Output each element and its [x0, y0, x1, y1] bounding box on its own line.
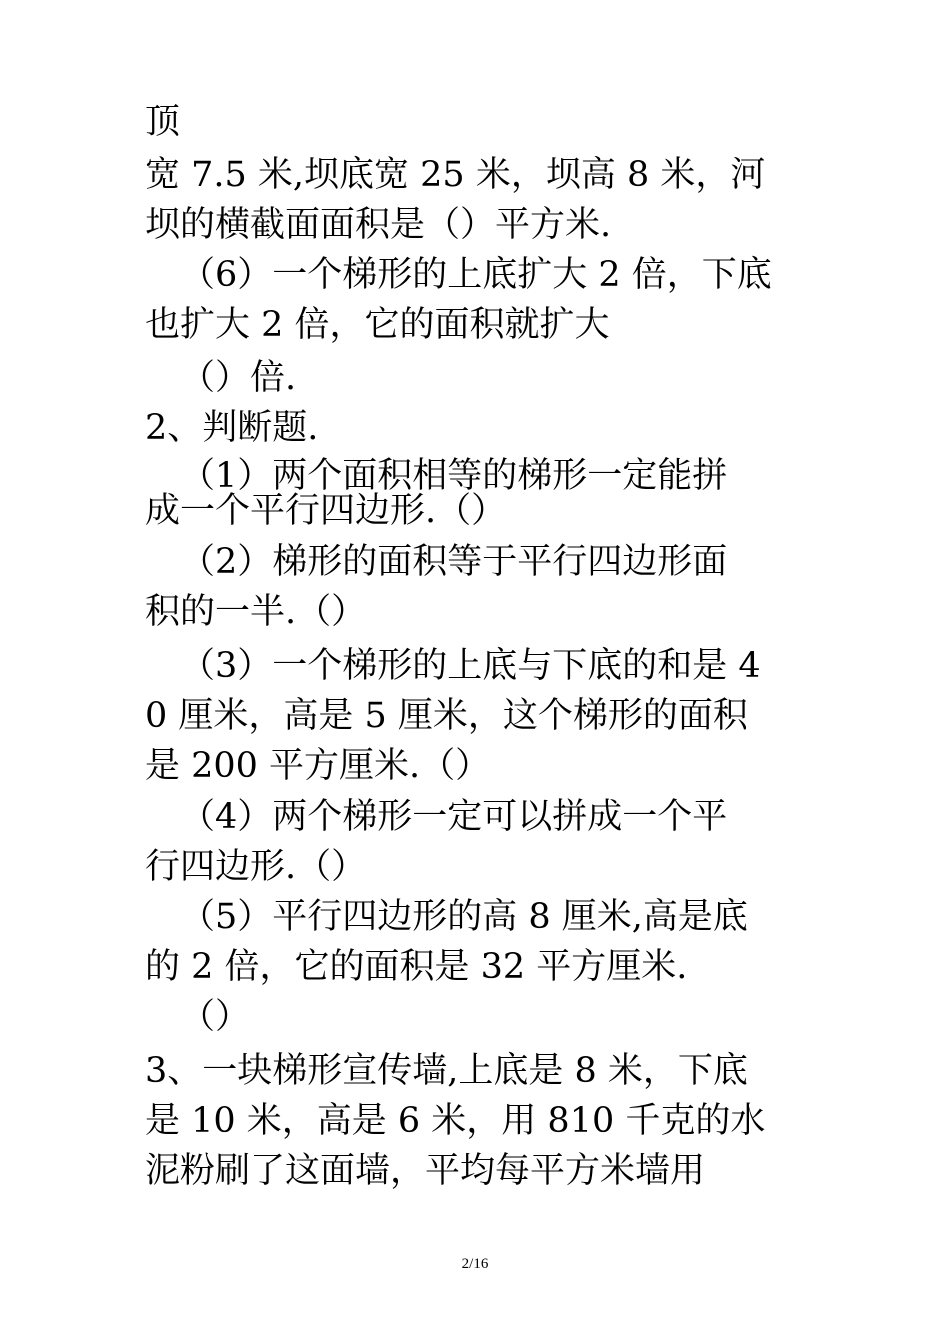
text-line-9: 成一个平行四边形.（）: [145, 491, 507, 531]
section-heading-2: 2、判断题.: [145, 408, 319, 448]
text-line-19: （）: [180, 997, 251, 1037]
text-line-14: 是 200 平方厘米.（）: [145, 746, 491, 786]
text-line-22: 泥粉刷了这面墙，平均每平方米墙用: [145, 1151, 706, 1191]
text-line-11: 积的一半.（）: [145, 592, 367, 632]
text-line-21: 是 10 米，高是 6 米，用 810 千克的水: [145, 1101, 766, 1141]
section-heading-3: 3、一块梯形宣传墙,上底是 8 米，下底: [145, 1051, 748, 1091]
judge-question-5: （5）平行四边形的高 8 厘米,高是底: [180, 897, 748, 937]
text-line-16: 行四边形.（）: [145, 847, 367, 887]
judge-question-2: （2）梯形的面积等于平行四边形面: [180, 542, 728, 582]
text-line-1: 顶: [145, 102, 181, 142]
text-line-3: 坝的横截面面积是（）平方米.: [145, 205, 612, 245]
text-line-13: 0 厘米，高是 5 厘米，这个梯形的面积: [145, 696, 748, 736]
judge-question-3: （3）一个梯形的上底与下底的和是 4: [180, 646, 761, 686]
text-line-6: （）倍.: [180, 358, 297, 398]
judge-question-1: （1）两个面积相等的梯形一定能拼: [180, 456, 728, 496]
text-line-5: 也扩大 2 倍，它的面积就扩大: [145, 305, 610, 345]
question-6: （6）一个梯形的上底扩大 2 倍，下底: [180, 255, 772, 295]
page-number: 2/16: [461, 1256, 489, 1272]
text-line-2: 宽 7.5 米,坝底宽 25 米，坝高 8 米，河: [145, 155, 766, 195]
text-line-18: 的 2 倍，它的面积是 32 平方厘米.: [145, 947, 688, 987]
judge-question-4: （4）两个梯形一定可以拼成一个平: [180, 797, 728, 837]
